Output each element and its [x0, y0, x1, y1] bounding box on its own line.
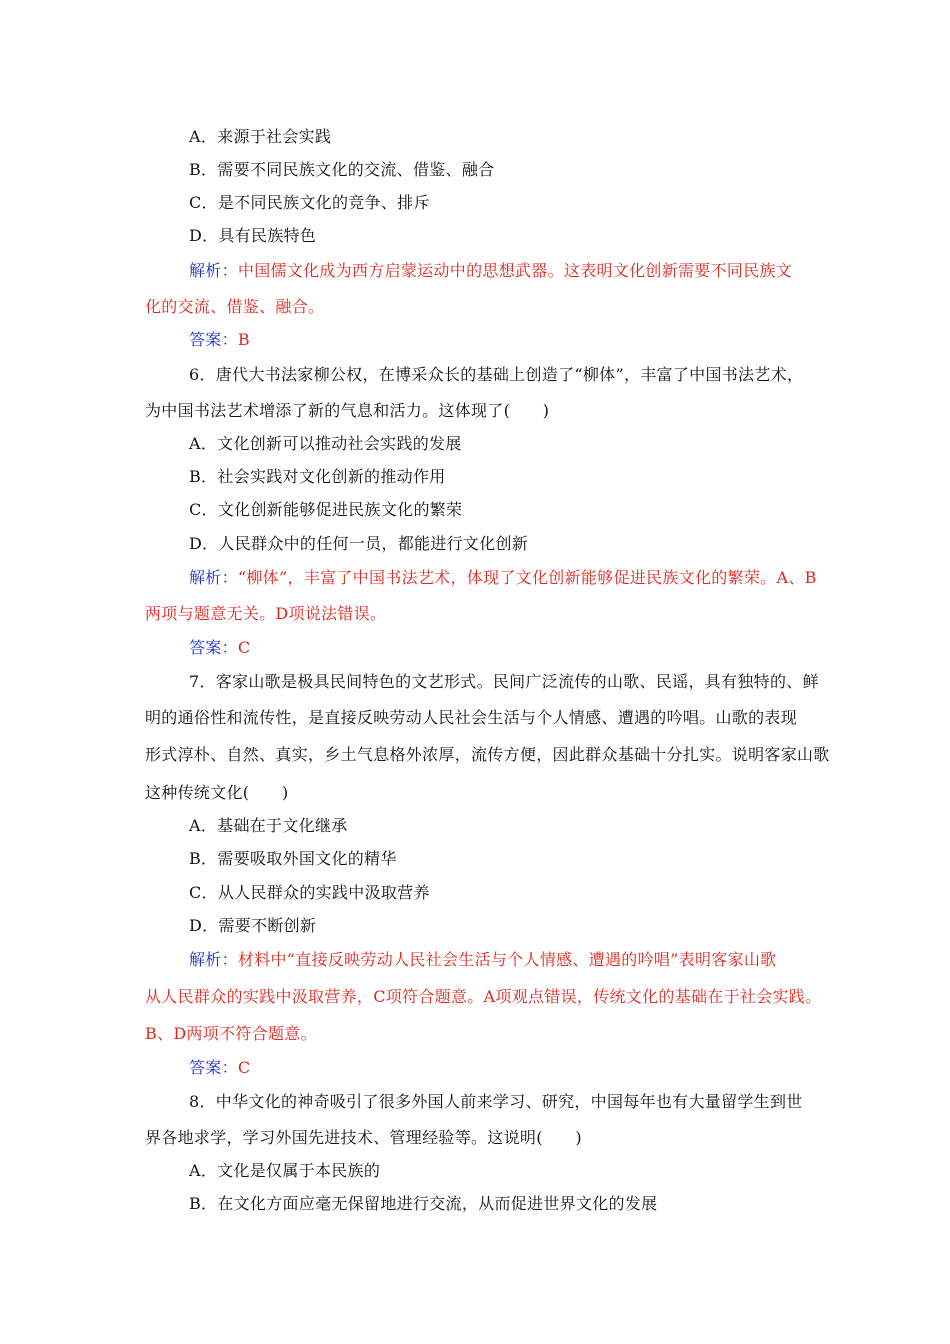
q6-option-c: C．文化创新能够促进民族文化的繁荣: [189, 500, 463, 519]
q7-analysis-line-3: B、D两项不符合题意。: [145, 1024, 317, 1043]
q8-stem-line-2: 界各地求学，学习外国先进技术、管理经验等。这说明( ): [145, 1128, 582, 1147]
q6-answer-label: 答案：: [189, 638, 238, 657]
q6-analysis-line-2: 两项与题意无关。D项说法错误。: [145, 604, 387, 623]
q5-answer-label: 答案：: [189, 330, 238, 349]
q5-analysis-line-2: 化的交流、借鉴、融合。: [145, 297, 325, 316]
q7-answer-label: 答案：: [189, 1058, 238, 1077]
q5-analysis-text: 中国儒文化成为西方启蒙运动中的思想武器。这表明文化创新需要不同民族文: [237, 261, 793, 280]
q7-analysis-text: 材料中“直接反映劳动人民社会生活与个人情感、遭遇的吟唱”表明客家山歌: [237, 950, 777, 969]
q5-analysis-line-1: [189, 260, 792, 282]
q5-answer-value: B: [237, 330, 250, 349]
q7-option-d: D．需要不断创新: [189, 916, 317, 935]
q7-answer-value: C: [237, 1058, 251, 1077]
q7-analysis-line-2: 从人民群众的实践中汲取营养，C项符合题意。A项观点错误，传统文化的基础在于社会实践。: [145, 987, 822, 1006]
q6-option-d: D．人民群众中的任何一员，都能进行文化创新: [189, 534, 529, 553]
q7-analysis-line-1: [189, 949, 776, 971]
q8-option-b: B．在文化方面应毫无保留地进行交流，从而促进世界文化的发展: [189, 1194, 658, 1213]
q6-analysis-text: “柳体”，丰富了中国书法艺术，体现了文化创新能够促进民族文化的繁荣。A、B: [237, 568, 817, 587]
q6-analysis-label: 解析：: [189, 568, 238, 587]
q7-stem-line-4: 这种传统文化( ): [145, 783, 289, 802]
q6-answer: [189, 637, 250, 659]
q7-option-b: B．需要吸取外国文化的精华: [189, 849, 397, 868]
q5-option-a: A．来源于社会实践: [189, 127, 332, 146]
q7-answer: [189, 1057, 250, 1079]
q8-option-a: A．文化是仅属于本民族的: [189, 1161, 381, 1180]
q6-stem-line-1: 6．唐代大书法家柳公权，在博采众长的基础上创造了“柳体”，丰富了中国书法艺术，: [189, 365, 804, 384]
q6-option-a: A．文化创新可以推动社会实践的发展: [189, 434, 462, 453]
q5-answer: [189, 329, 250, 351]
q6-stem-line-2: 为中国书法艺术增添了新的气息和活力。这体现了( ): [145, 401, 550, 420]
q6-analysis-line-1: [189, 567, 817, 589]
q5-option-b: B．需要不同民族文化的交流、借鉴、融合: [189, 160, 495, 179]
q7-option-a: A．基础在于文化继承: [189, 816, 348, 835]
q7-stem-line-3: 形式淳朴、自然、真实，乡土气息格外浓厚，流传方便，因此群众基础十分扎实。说明客家山歌: [145, 745, 830, 764]
q6-option-b: B．社会实践对文化创新的推动作用: [189, 467, 446, 486]
q6-answer-value: C: [237, 638, 251, 657]
q7-stem-line-2: 明的通俗性和流传性，是直接反映劳动人民社会生活与个人情感、遭遇的吟唱。山歌的表现: [145, 708, 798, 727]
q7-stem-line-1: 7．客家山歌是极具民间特色的文艺形式。民间广泛流传的山歌、民谣，具有独特的、鲜: [189, 672, 819, 691]
q5-analysis-label: 解析：: [189, 261, 238, 280]
q7-option-c: C．从人民群众的实践中汲取营养: [189, 883, 430, 902]
q5-option-d: D．具有民族特色: [189, 226, 317, 245]
q8-stem-line-1: 8．中华文化的神奇吸引了很多外国人前来学习、研究，中国每年也有大量留学生到世: [189, 1092, 803, 1111]
q7-analysis-label: 解析：: [189, 950, 238, 969]
q5-option-c: C．是不同民族文化的竞争、排斥: [189, 193, 430, 212]
